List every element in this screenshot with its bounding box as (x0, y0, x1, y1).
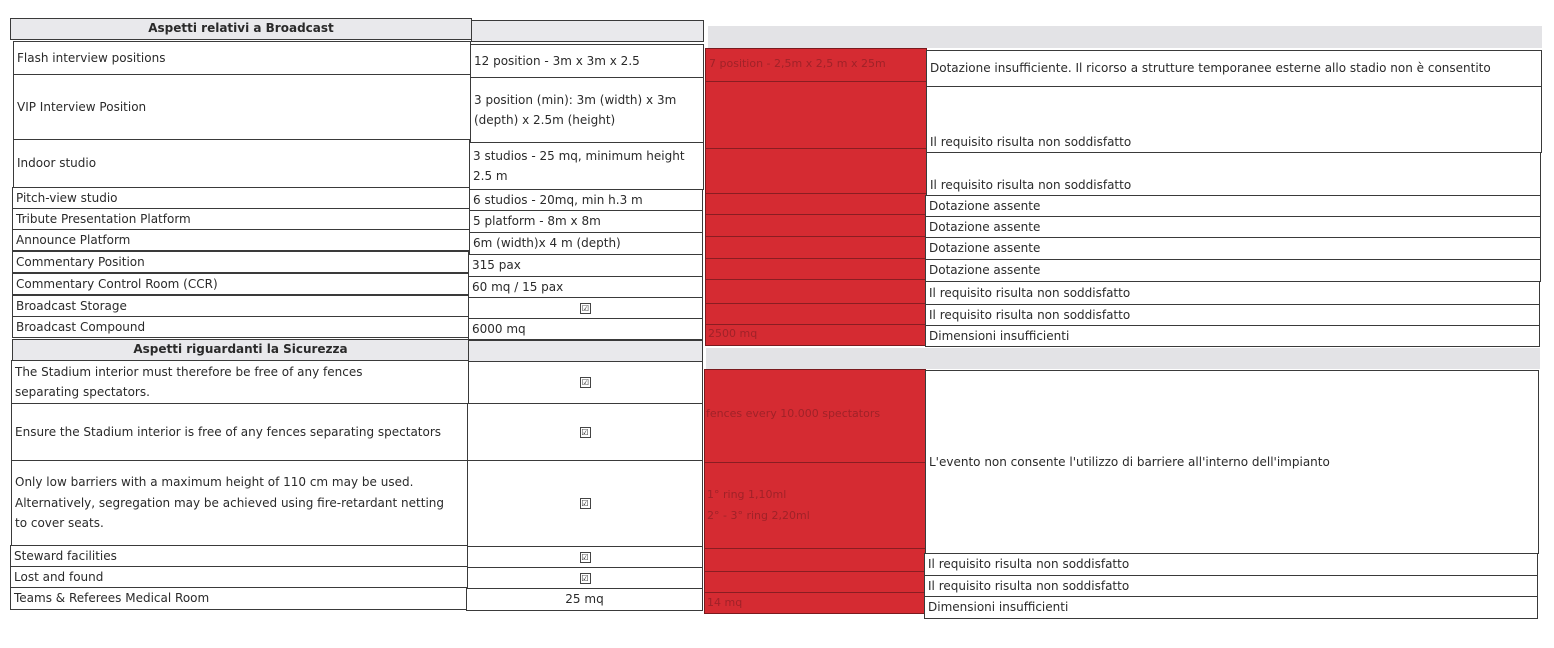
row-divider (706, 324, 926, 325)
requirement-label: The Stadium interior must therefore be free of any fences separating spectators. (11, 360, 469, 404)
row-divider (706, 193, 926, 194)
requirement-label: Only low barriers with a maximum height of 110 cm may be used. Alternatively, segregation may be achieved using fire-retardant netting to cover seats. (11, 460, 468, 546)
checkbox-icon: ☑ (581, 552, 589, 562)
requirement-value: 3 studios - 25 mq, minimum height 2.5 m (469, 142, 704, 190)
checkbox-icon: ☑ (581, 573, 589, 583)
checkbox-icon: ☑ (581, 378, 590, 387)
assessment-note: Dotazione assente (925, 259, 1541, 282)
assessment-note: L'evento non consente l'utilizzo di barriere all'interno dell'impianto (925, 370, 1539, 554)
requirement-check (467, 403, 703, 461)
requirement-check (467, 546, 703, 568)
row-divider (706, 148, 926, 149)
requirement-value: 12 position - 3m x 3m x 2.5 (470, 44, 704, 78)
assessment-note: Il requisito risulta non soddisfatto (924, 553, 1538, 576)
assessment-note: Il requisito risulta non soddisfatto (926, 86, 1542, 153)
requirement-label: Broadcast Storage (12, 295, 469, 317)
row-divider (706, 236, 926, 237)
header-band (708, 26, 1542, 48)
requirement-label: Announce Platform (12, 229, 470, 251)
requirement-value: 3 position (min): 3m (width) x 3m (depth) x 2.5m (height) (470, 77, 704, 143)
requirement-label: Lost and found (10, 566, 468, 588)
checkbox-icon: ☑ (581, 427, 589, 437)
row-divider (706, 303, 926, 304)
requirement-value: 60 mq / 15 pax (468, 276, 703, 298)
header-band (706, 348, 1540, 369)
assessment-note: Dotazione assente (925, 195, 1541, 217)
row-divider (705, 592, 925, 593)
row-divider (706, 214, 926, 215)
requirement-check (468, 297, 703, 319)
checkbox-icon: ☑ (581, 303, 590, 313)
requirement-value: 6m (width)x 4 m (depth) (469, 232, 703, 255)
assessment-note: Dotazione insufficiente. Il ricorso a strutture temporanee esterne allo stadio non è consentito (926, 50, 1542, 87)
requirement-label: Teams & Referees Medical Room (10, 587, 468, 610)
row-divider (706, 81, 926, 82)
row-divider (706, 279, 926, 280)
requirement-label: Pitch-view studio (12, 187, 470, 209)
requirement-label: Commentary Control Room (CCR) (12, 273, 469, 295)
requirement-label: Commentary Position (12, 251, 469, 273)
section-header-broadcast: Aspetti relativi a Broadcast (10, 18, 472, 40)
requirement-check (467, 460, 703, 547)
requirement-check (468, 361, 703, 404)
requirement-label: VIP Interview Position (13, 74, 471, 140)
requirement-label: Ensure the Stadium interior is free of any fences separating spectators (11, 403, 469, 461)
current-status: 7 position - 2,5m x 2,5 m x 25m (709, 57, 886, 70)
requirement-value: 25 mq (466, 588, 703, 611)
current-status: 1° ring 1,10ml (707, 488, 787, 501)
requirement-value: 315 pax (468, 254, 703, 277)
requirement-label: Steward facilities (10, 545, 468, 567)
requirement-label: Broadcast Compound (12, 316, 469, 338)
assessment-note: Dotazione assente (925, 237, 1541, 260)
assessment-note: Dimensioni insufficienti (925, 325, 1540, 347)
checkbox-icon: ☑ (581, 499, 589, 508)
assessment-note: Il requisito risulta non soddisfatto (924, 575, 1538, 597)
row-divider (705, 548, 925, 549)
assessment-note: Il requisito risulta non soddisfatto (925, 304, 1540, 326)
current-status: 14 mq (707, 596, 743, 609)
requirement-value: 6 studios - 20mq, min h.3 m (469, 189, 703, 211)
assessment-note: Il requisito risulta non soddisfatto (926, 152, 1541, 196)
section-header-blank (471, 20, 704, 42)
assessment-note: Dotazione assente (925, 216, 1541, 238)
requirement-label: Tribute Presentation Platform (12, 208, 470, 230)
requirement-value: 6000 mq (468, 318, 703, 340)
current-status: 2° - 3° ring 2,20ml (707, 509, 810, 522)
assessment-note: Dimensioni insufficienti (924, 596, 1538, 619)
section-header-security: Aspetti riguardanti la Sicurezza (12, 339, 469, 361)
assessment-note: Il requisito risulta non soddisfatto (925, 281, 1540, 305)
requirement-check (467, 567, 703, 589)
row-divider (705, 462, 925, 463)
row-divider (706, 258, 926, 259)
requirement-value: 5 platform - 8m x 8m (469, 210, 703, 233)
requirement-label: Indoor studio (13, 139, 470, 188)
requirement-label: Flash interview positions (13, 41, 471, 75)
section-header-blank (468, 340, 703, 362)
row-divider (705, 571, 925, 572)
status-column-broadcast (705, 48, 927, 346)
current-status: 2500 mq (708, 327, 758, 340)
current-status: fences every 10.000 spectators (706, 407, 881, 420)
